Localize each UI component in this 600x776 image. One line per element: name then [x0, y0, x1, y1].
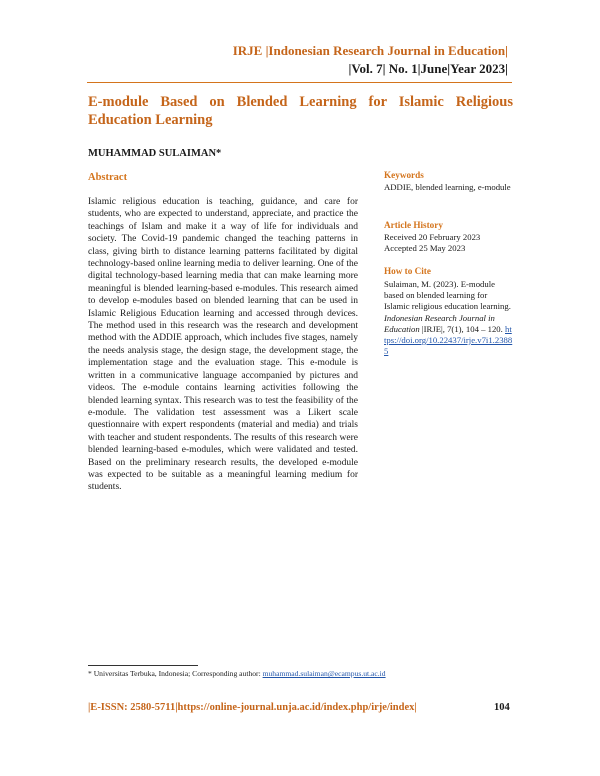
journal-name: IRJE |Indonesian Research Journal in Education| — [232, 43, 508, 58]
keywords-list: ADDIE, blended learning, e-module — [384, 182, 511, 192]
received-date: Received 20 February 2023 — [384, 232, 481, 242]
footnote — [88, 669, 386, 678]
footer-issn: |E-ISSN: 2580-5711|https://online-journal.unja.ac.id/index.php/irje/index| — [88, 702, 417, 713]
accepted-date: Accepted 25 May 2023 — [384, 243, 466, 253]
citation-text: Sulaiman, M. (2023). E-module based on blended learning for Islamic religious education learning. — [384, 279, 511, 312]
page-number: 104 — [494, 702, 510, 713]
author-email-link[interactable]: muhammad.sulaiman@ecampus.ut.ac.id — [262, 669, 386, 678]
citation-volume: |IRJE|, 7(1), 104 – 120. — [421, 323, 503, 334]
citation — [384, 279, 514, 357]
article-title: E-module Based on Blended Learning for Islamic Religious Education Learning — [88, 94, 513, 128]
abstract-heading: Abstract — [88, 172, 128, 183]
article-history-heading: Article History — [384, 220, 443, 230]
header-divider — [87, 82, 512, 83]
author-name: MUHAMMAD SULAIMAN* — [88, 148, 222, 159]
abstract-body: Islamic religious education is teaching, guidance, and care for students, who are expected to understand, appreciate, and practice the teachings of Islam and make it a way of life for individuals and society. The Covid-19 pandemic changed the teaching patterns in class, giving birth to distance learning patterns facilitated by digital technology-based online learning media to deliver learning. One of the digital technology-based learning media that can make learning more meaningful is blended learning-based e-modules. This research aimed to develop e-modules based on blended learning that can be used in Islamic Religious Education learning and accessed through devices. The method used in this research was the research and development method with the ADDIE approach, which includes five stages, namely the needs analysis stage, the design stage, the development stage, the implementation stage and the evaluation stage. This e-module is written in a communicative language accompanied by pictures and videos. The e-module contains learning activities following the blended learning syntax. This research was to test the feasibility of the e-module. The validation test assessment was a Likert scale questionnaire with expert respondents (material and media) and trials with teacher and student respondents. The results of this research were blended learning-based e-modules, which were validated and tested. Based on the preliminary research results, the developed e-module was expected to be suitable as a meaningful learning medium for students. — [88, 197, 358, 493]
citation-journal: Indonesian Research Journal in Education — [384, 312, 495, 334]
footnote-text: * Universitas Terbuka, Indonesia; Corresponding author: — [88, 669, 263, 678]
keywords-heading: Keywords — [384, 170, 424, 180]
doi-link[interactable]: https://doi.org/10.22437/irje.v7i1.23885 — [384, 323, 513, 357]
footnote-divider — [88, 665, 198, 666]
journal-issue: |Vol. 7| No. 1|June|Year 2023| — [348, 61, 508, 76]
how-to-cite-heading: How to Cite — [384, 266, 431, 276]
